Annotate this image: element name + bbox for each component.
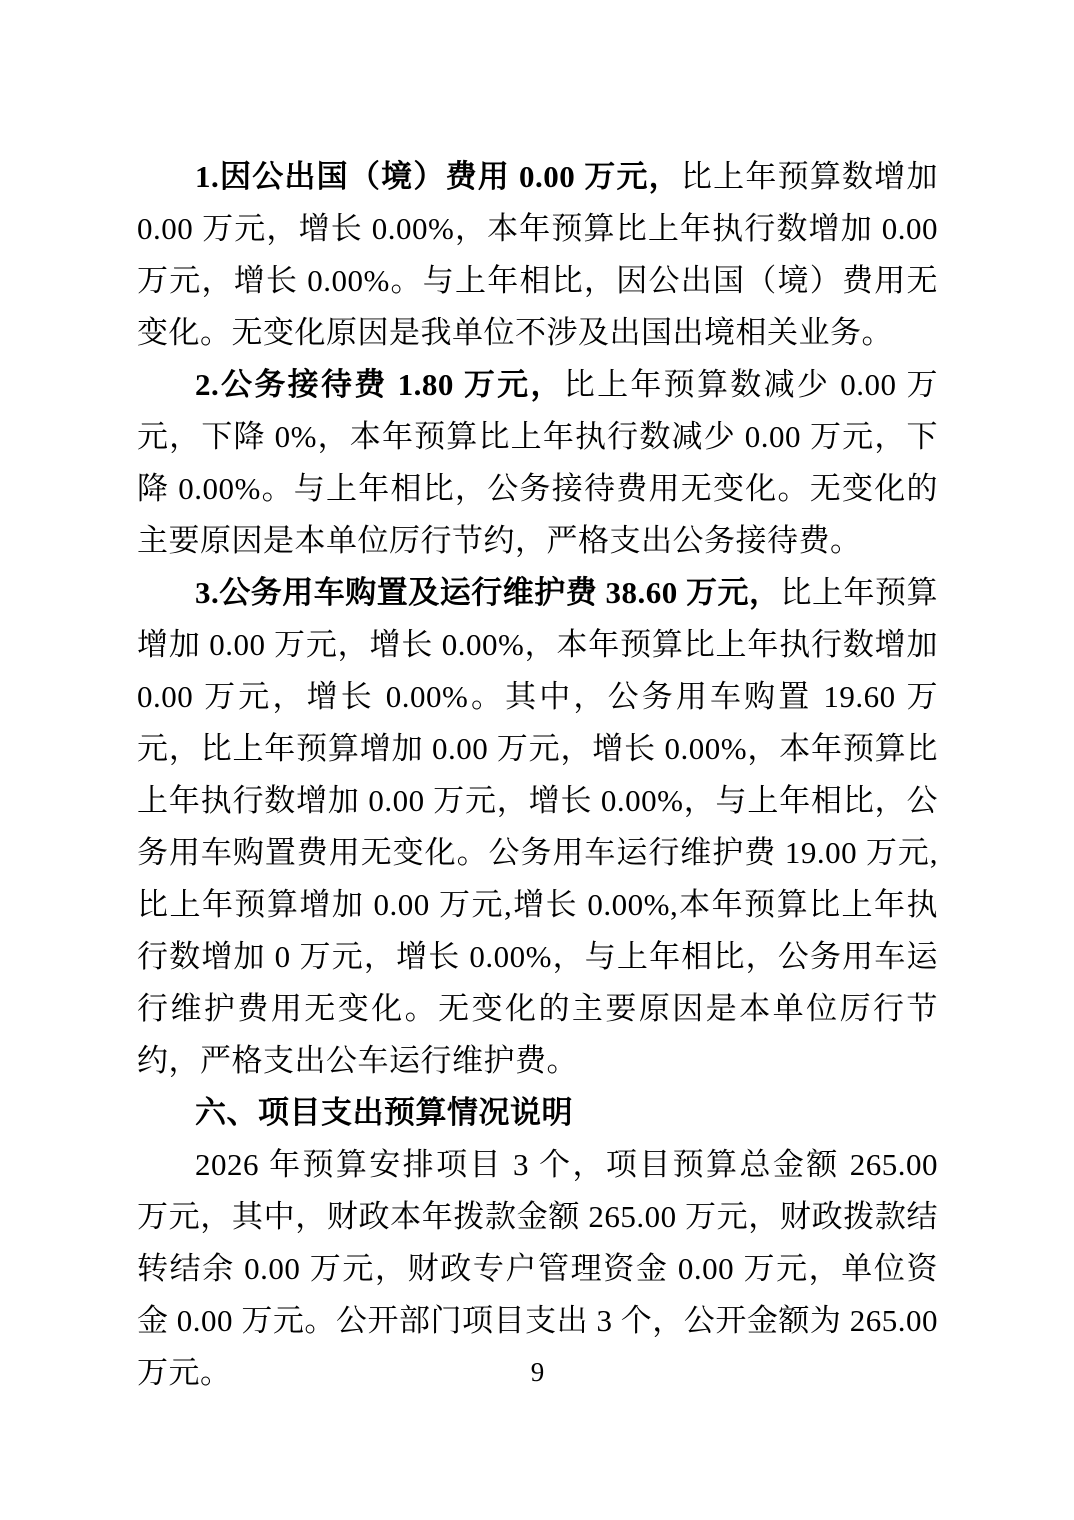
paragraph-official-reception-text: 比上年预算数减少 0.00 万元，下降 0%，本年预算比上年执行数减少 0.00 万元，下降 0.00%。与上年相比，公务接待费用无变化。无变化的主要原因是本单位厉行节约，严格支出公务接待费。 xyxy=(137,367,939,558)
page-number: 9 xyxy=(530,1357,545,1387)
paragraph-vehicle-expense-lead: 3.公务用车购置及运行维护费 38.60 万元， xyxy=(195,575,781,610)
paragraph-vehicle-expense-text: 比上年预算增加 0.00 万元，增长 0.00%，本年预算比上年执行数增加 0.00 万元，增长 0.00%。其中，公务用车购置 19.60 万元，比上年预算增加 0.00 万元，增长 0.00%，本年预算比上年执行数增加 0.00 万元，增长 0.00%，与上年相比，公务用车购置费用无变化。公务用车运行维护费 19.00 万元,比上年预算增加 0.00 万元,增长 0.00%,本年预算比上年执行数增加 0 万元，增长 0.00%，与上年相比，公务用车运行维护费用无变化。无变化的主要原因是本单位厉行节约，严格支出公车运行维护费。 xyxy=(137,575,938,1078)
document-body xyxy=(137,151,938,1399)
paragraph-project-budget: 2026 年预算安排项目 3 个，项目预算总金额 265.00 万元，其中，财政本年拨款金额 265.00 万元，财政拨款结转结余 0.00 万元，财政专户管理资金 0.00 万元，单位资金 0.00 万元。公开部门项目支出 3 个，公开金额为 265.00 万元。 xyxy=(137,1147,938,1390)
paragraph-overseas-travel-text: 比上年预算数增加 0.00 万元，增长 0.00%，本年预算比上年执行数增加 0.00 万元，增长 0.00%。与上年相比，因公出国（境）费用无变化。无变化原因是我单位不涉及出国出境相关业务。 xyxy=(137,159,939,350)
section-heading-project-budget: 六、项目支出预算情况说明 xyxy=(195,1095,573,1130)
paragraph-official-reception-lead: 2.公务接待费 1.80 万元， xyxy=(195,367,564,402)
paragraph-overseas-travel-lead: 1.因公出国（境）费用 0.00 万元， xyxy=(195,159,681,194)
paragraph-vehicle-expense xyxy=(137,567,938,1087)
paragraph-official-reception xyxy=(137,359,938,567)
paragraph-overseas-travel xyxy=(137,151,938,359)
